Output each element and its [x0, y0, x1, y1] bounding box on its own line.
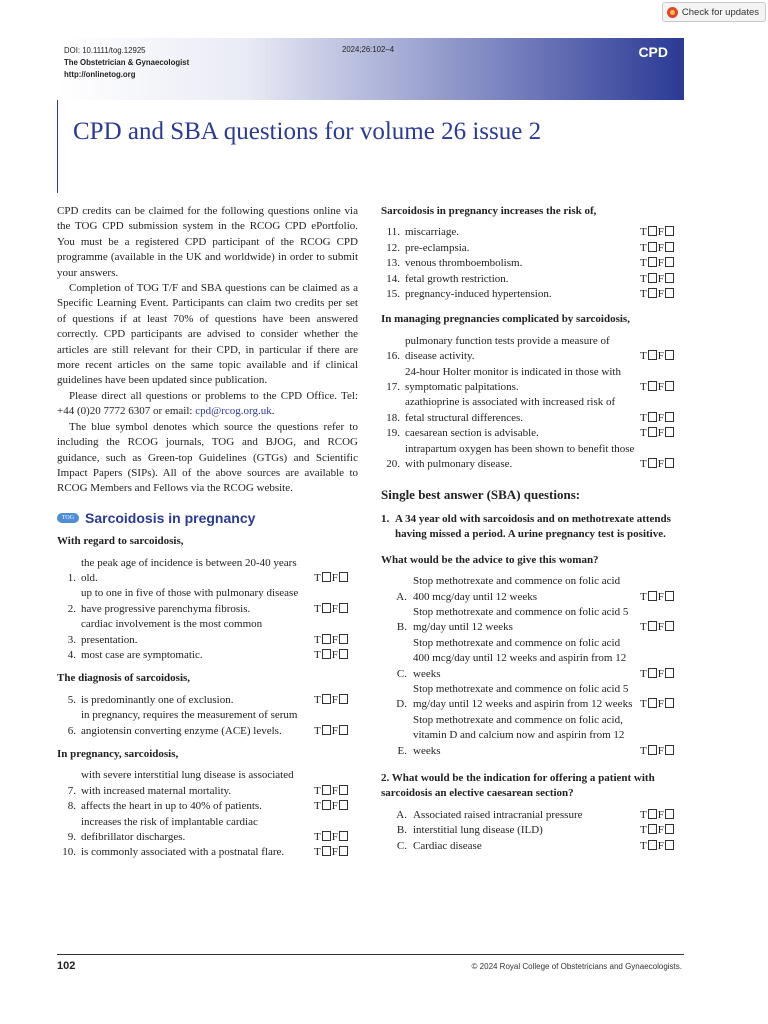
tf-answer[interactable]: T F: [636, 620, 684, 635]
citation: 2024;26:102–4: [342, 45, 395, 54]
sba-option: A. Stop methotrexate and commence on folic acid 400 mcg/day until 12 weeks T F: [381, 574, 684, 605]
tf-question: 3. cardiac involvement is the most common presentation. T F: [57, 617, 358, 648]
tf-answer[interactable]: T F: [636, 241, 684, 256]
journal-url[interactable]: http://onlinetog.org: [64, 70, 136, 79]
question-stem: In managing pregnancies complicated by sarcoidosis,: [381, 313, 630, 326]
right-column: [381, 204, 684, 854]
sba-option: B. Stop methotrexate and commence on folic acid 5 mg/day until 12 weeks T F: [381, 605, 684, 636]
tf-question: 10. is commonly associated with a postnatal flare. T F: [57, 845, 358, 860]
page-title: CPD and SBA questions for volume 26 issue 2: [73, 118, 542, 145]
intro-paragraph: CPD credits can be claimed for the following questions online via the TOG CPD submission system in the RCOG CPD ePortfolio. You must be a registered CPD participant of the RCOG CPD programme (available in the UK and worldwide) in order to submit your answers.: [57, 205, 358, 279]
tf-answer[interactable]: T F: [636, 744, 684, 759]
tf-answer[interactable]: T F: [636, 808, 684, 823]
check-for-updates-button[interactable]: [662, 2, 766, 22]
intro-contact: Please direct all questions or problems to the CPD Office. Tel: +44 (0)20 7772 6307 or email: cpd@rcog.org.uk.: [57, 389, 358, 418]
tf-question: 12. pre-eclampsia. T F: [381, 241, 684, 256]
footer-rule: [57, 954, 684, 955]
tf-question: 7. with severe interstitial lung disease is associated with increased maternal mortality. T F: [57, 768, 358, 799]
tf-answer[interactable]: T F: [310, 830, 358, 845]
tf-question: 6. in pregnancy, requires the measurement of serum angiotensin converting enzyme (ACE) levels. T F: [57, 708, 358, 739]
question-stem: In pregnancy, sarcoidosis,: [57, 748, 179, 760]
tf-answer[interactable]: T F: [636, 457, 684, 472]
section-title: Sarcoidosis in pregnancy: [85, 509, 256, 526]
journal-name: The Obstetrician & Gynaecologist: [64, 58, 190, 67]
tf-question: 13. venous thromboembolism. T F: [381, 256, 684, 271]
sba-option: B. interstitial lung disease (ILD) T F: [381, 823, 684, 838]
title-rule: [57, 100, 58, 193]
tf-question: 17. 24-hour Holter monitor is indicated in those with symptomatic palpitations. T F: [381, 365, 684, 396]
tf-answer[interactable]: T F: [636, 272, 684, 287]
tf-answer[interactable]: T F: [310, 571, 358, 586]
tf-question: 20. intrapartum oxygen has been shown to benefit those with pulmonary disease. T F: [381, 442, 684, 473]
tf-question: 15. pregnancy-induced hypertension. T F: [381, 287, 684, 302]
tf-answer[interactable]: T F: [310, 845, 358, 860]
tf-question: 16. pulmonary function tests provide a measure of disease activity. T F: [381, 334, 684, 365]
tf-answer[interactable]: T F: [636, 380, 684, 395]
tf-question: 2. up to one in five of those with pulmonary disease have progressive parenchyma fibrosis. T F: [57, 586, 358, 617]
sba-option: A. Associated raised intracranial pressure T F: [381, 808, 684, 823]
copyright: © 2024 Royal College of Obstetricians and Gynaecologists.: [471, 962, 682, 971]
question-stem: The diagnosis of sarcoidosis,: [57, 672, 191, 685]
tf-answer[interactable]: T F: [636, 256, 684, 271]
tf-question: 14. fetal growth restriction. T F: [381, 272, 684, 287]
tf-answer[interactable]: T F: [636, 667, 684, 682]
check-for-updates-label: Check for updates: [681, 6, 759, 18]
tf-answer[interactable]: T F: [310, 648, 358, 663]
sba-option: E. Stop methotrexate and commence on folic acid, vitamin D and calcium now and aspirin from 12 weeks T F: [381, 713, 684, 759]
tf-question: 8. affects the heart in up to 40% of patients. T F: [57, 799, 358, 814]
intro-paragraph: Completion of TOG T/F and SBA questions can be claimed as a Specific Learning Event. Participants can claim two credits per set of questions if at least 70% of questions have been answered correctly. CPD participants are advised to consider whether the articles are still relevant for their CPD, in particular if there are more recent articles on the same topic available and if clinical guidelines have been updated since publication.: [57, 282, 358, 387]
doi: DOI: 10.1111/tog.12925: [64, 46, 146, 55]
tf-answer[interactable]: T F: [636, 287, 684, 302]
tf-question: 1. the peak age of incidence is between 20-40 years old. T F: [57, 556, 358, 587]
sba-option: C. Cardiac disease T F: [381, 839, 684, 854]
checkbox-true: [322, 572, 331, 582]
tf-answer[interactable]: T F: [310, 693, 358, 708]
sba-question: 2. What would be the indication for offering a patient with sarcoidosis an elective caesarean section?: [381, 772, 655, 800]
header-meta: [64, 45, 189, 81]
tf-question: 19. caesarean section is advisable. T F: [381, 426, 684, 441]
tf-answer[interactable]: T F: [636, 590, 684, 605]
intro-paragraph: The blue symbol denotes which source the questions refer to including the RCOG journals, TOG and BJOG, and RCOG guidance, such as Green-top Guidelines (GTGs) and Scientific Impact Papers (SIPs). All of the above sources are available to RCOG Members and Fellows via the RCOG website.: [57, 420, 358, 495]
crossmark-icon: [667, 7, 678, 18]
sba-prompt: What would be the advice to give this woman?: [381, 553, 599, 566]
tf-answer[interactable]: T F: [636, 411, 684, 426]
email-link[interactable]: cpd@rcog.org.uk: [195, 405, 272, 418]
tf-question: 9. increases the risk of implantable cardiac defibrillator discharges. T F: [57, 815, 358, 846]
tf-answer[interactable]: T F: [636, 839, 684, 854]
sba-question: 1. A 34 year old with sarcoidosis and on methotrexate attends having missed a period. A urine pregnancy test is positive.: [381, 512, 671, 541]
tf-answer[interactable]: T F: [310, 724, 358, 739]
tf-question: 5. is predominantly one of exclusion. T F: [57, 693, 358, 708]
tf-question: 18. azathioprine is associated with increased risk of fetal structural differences. T F: [381, 395, 684, 426]
tf-answer[interactable]: T F: [636, 426, 684, 441]
left-column: [57, 204, 358, 861]
sba-heading: Single best answer (SBA) questions:: [381, 486, 581, 502]
tf-answer[interactable]: T F: [310, 602, 358, 617]
sba-option: C. Stop methotrexate and commence on folic acid 400 mcg/day until 12 weeks and aspirin from 12 weeks T F: [381, 636, 684, 682]
tf-answer[interactable]: T F: [636, 225, 684, 240]
section-label: CPD: [638, 44, 668, 60]
tf-question: 4. most case are symptomatic. T F: [57, 648, 358, 663]
tf-answer[interactable]: T F: [310, 784, 358, 799]
tf-answer[interactable]: T F: [636, 697, 684, 712]
tf-answer[interactable]: T F: [636, 349, 684, 364]
section-heading: [57, 511, 358, 526]
question-stem: With regard to sarcoidosis,: [57, 535, 184, 548]
sba-option: D. Stop methotrexate and commence on folic acid 5 mg/day until 12 weeks and aspirin from 12 weeks T F: [381, 682, 684, 713]
tf-answer[interactable]: T F: [636, 823, 684, 838]
tog-source-icon: TOG: [57, 513, 79, 523]
tf-question: 11. miscarriage. T F: [381, 225, 684, 240]
tf-answer[interactable]: T F: [310, 633, 358, 648]
tf-answer[interactable]: T F: [310, 799, 358, 814]
checkbox-false: [339, 572, 348, 582]
question-stem: Sarcoidosis in pregnancy increases the risk of,: [381, 205, 597, 217]
page-number: 102: [57, 960, 76, 972]
